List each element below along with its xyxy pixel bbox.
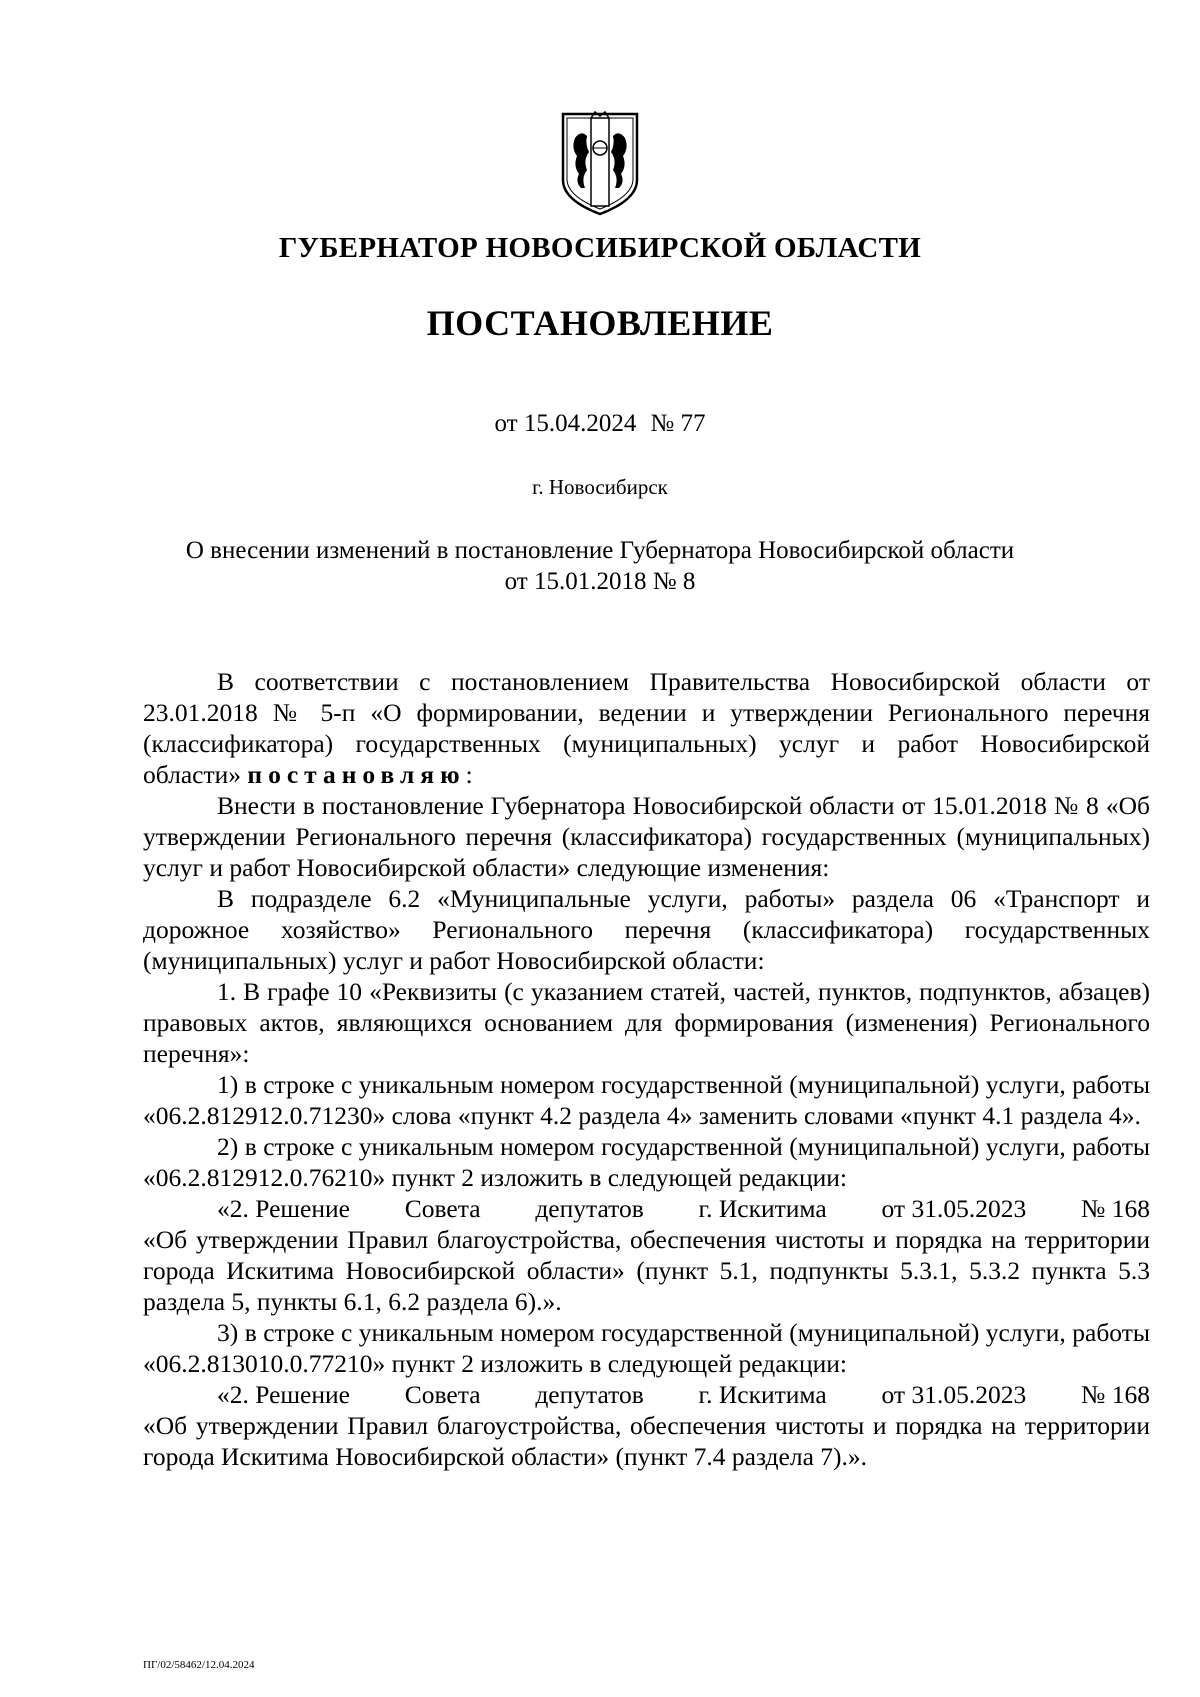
quote-block-1 bbox=[143, 1193, 1150, 1317]
paragraph-subitem-3: 3) в строке с уникальным номером государственной (муниципальной) услуги, работы «06.2.813010.0.77210» пункт 2 изложить в следующей редакции: bbox=[143, 1318, 1150, 1378]
quote-2-word: «2. Решение bbox=[217, 1380, 350, 1409]
quote-2-word: № 168 bbox=[1081, 1380, 1150, 1409]
quote-1-word: «2. Решение bbox=[217, 1194, 350, 1223]
preamble-colon: : bbox=[465, 760, 473, 789]
quote-1-rest: «Об утверждении Правил благоустройства, обеспечения чистоты и порядка на территории города Искитима Новосибирской области» (пункт 5.1, подпункты 5.3.1, 5.3.2 пункта 5.3 раздела 5, пункты 6.1, 6.2 раздела 6).». bbox=[143, 1225, 1150, 1316]
document-number: № 77 bbox=[650, 410, 706, 437]
document-type-title: ПОСТАНОВЛЕНИЕ bbox=[426, 303, 774, 343]
quote-1-word: депутатов bbox=[535, 1194, 644, 1223]
subject-line-1: О внесении изменений в постановление Губернатора Новосибирской области bbox=[185, 537, 1015, 564]
paragraph-amend-intro: Внести в постановление Губернатора Новосибирской области от 15.01.2018 № 8 «Об утверждении Регионального перечня (классификатора) государственных (муниципальных) услуг и работ Новосибирской области» следующие изменения: bbox=[143, 791, 1150, 882]
quote-2-word: г. Искитима bbox=[698, 1380, 827, 1409]
quote-1-word: № 168 bbox=[1081, 1194, 1150, 1223]
paragraph-subitem-1: 1) в строке с уникальным номером государственной (муниципальной) услуги, работы «06.2.812912.0.71230» слова «пункт 4.2 раздела 4» заменить словами «пункт 4.1 раздела 4». bbox=[143, 1070, 1150, 1130]
decree-keyword: постановляю bbox=[247, 760, 466, 789]
subject-line-2: от 15.01.2018 № 8 bbox=[504, 568, 696, 595]
document-date: от 15.04.2024 bbox=[494, 410, 637, 437]
paragraph-item-1: 1. В графе 10 «Реквизиты (с указанием статей, частей, пунктов, подпунктов, абзацев) правовых актов, являющихся основанием для формирования (изменения) Регионального перечня»: bbox=[143, 977, 1150, 1068]
document-body bbox=[143, 666, 1150, 1472]
document-registration-code: ПГ/02/58462/12.04.2024 bbox=[143, 1659, 255, 1671]
quote-1-word: г. Искитима bbox=[698, 1194, 827, 1223]
quote-block-2 bbox=[143, 1379, 1150, 1472]
quote-1-word: от 31.05.2023 bbox=[881, 1194, 1027, 1223]
document-subject bbox=[0, 535, 1200, 597]
quote-2-first-line bbox=[143, 1379, 1150, 1410]
quote-1-word: Совета bbox=[404, 1194, 481, 1223]
date-number-line bbox=[0, 410, 1200, 438]
quote-2-word: Совета bbox=[404, 1380, 481, 1409]
quote-2-word: депутатов bbox=[535, 1380, 644, 1409]
paragraph-subsection: В подразделе 6.2 «Муниципальные услуги, работы» раздела 06 «Транспорт и дорожное хозяйство» Регионального перечня (классификатора) государственных (муниципальных) услуг и работ Новосибирской области: bbox=[143, 884, 1150, 975]
coat-of-arms-emblem bbox=[555, 108, 645, 218]
issuing-authority: ГУБЕРНАТОР НОВОСИБИРСКОЙ ОБЛАСТИ bbox=[278, 232, 922, 264]
quote-2-word: от 31.05.2023 bbox=[881, 1380, 1027, 1409]
coat-of-arms-icon bbox=[555, 108, 645, 218]
paragraph-preamble bbox=[143, 666, 1150, 790]
quote-1-first-line bbox=[143, 1193, 1150, 1224]
quote-2-rest: «Об утверждении Правил благоустройства, обеспечения чистоты и порядка на территории города Искитима Новосибирской области» (пункт 7.4 раздела 7).». bbox=[143, 1411, 1150, 1471]
paragraph-subitem-2: 2) в строке с уникальным номером государственной (муниципальной) услуги, работы «06.2.812912.0.76210» пункт 2 изложить в следующей редакции: bbox=[143, 1132, 1150, 1192]
city-line: г. Новосибирск bbox=[532, 475, 668, 499]
preamble-text: В соответствии с постановлением Правительства Новосибирской области от 23.01.2018 № 5-п «О формировании, ведении и утверждении Регионального перечня (классификатора) государственных (муниципальных) услуг и работ Новосибирской области» bbox=[143, 667, 1150, 789]
